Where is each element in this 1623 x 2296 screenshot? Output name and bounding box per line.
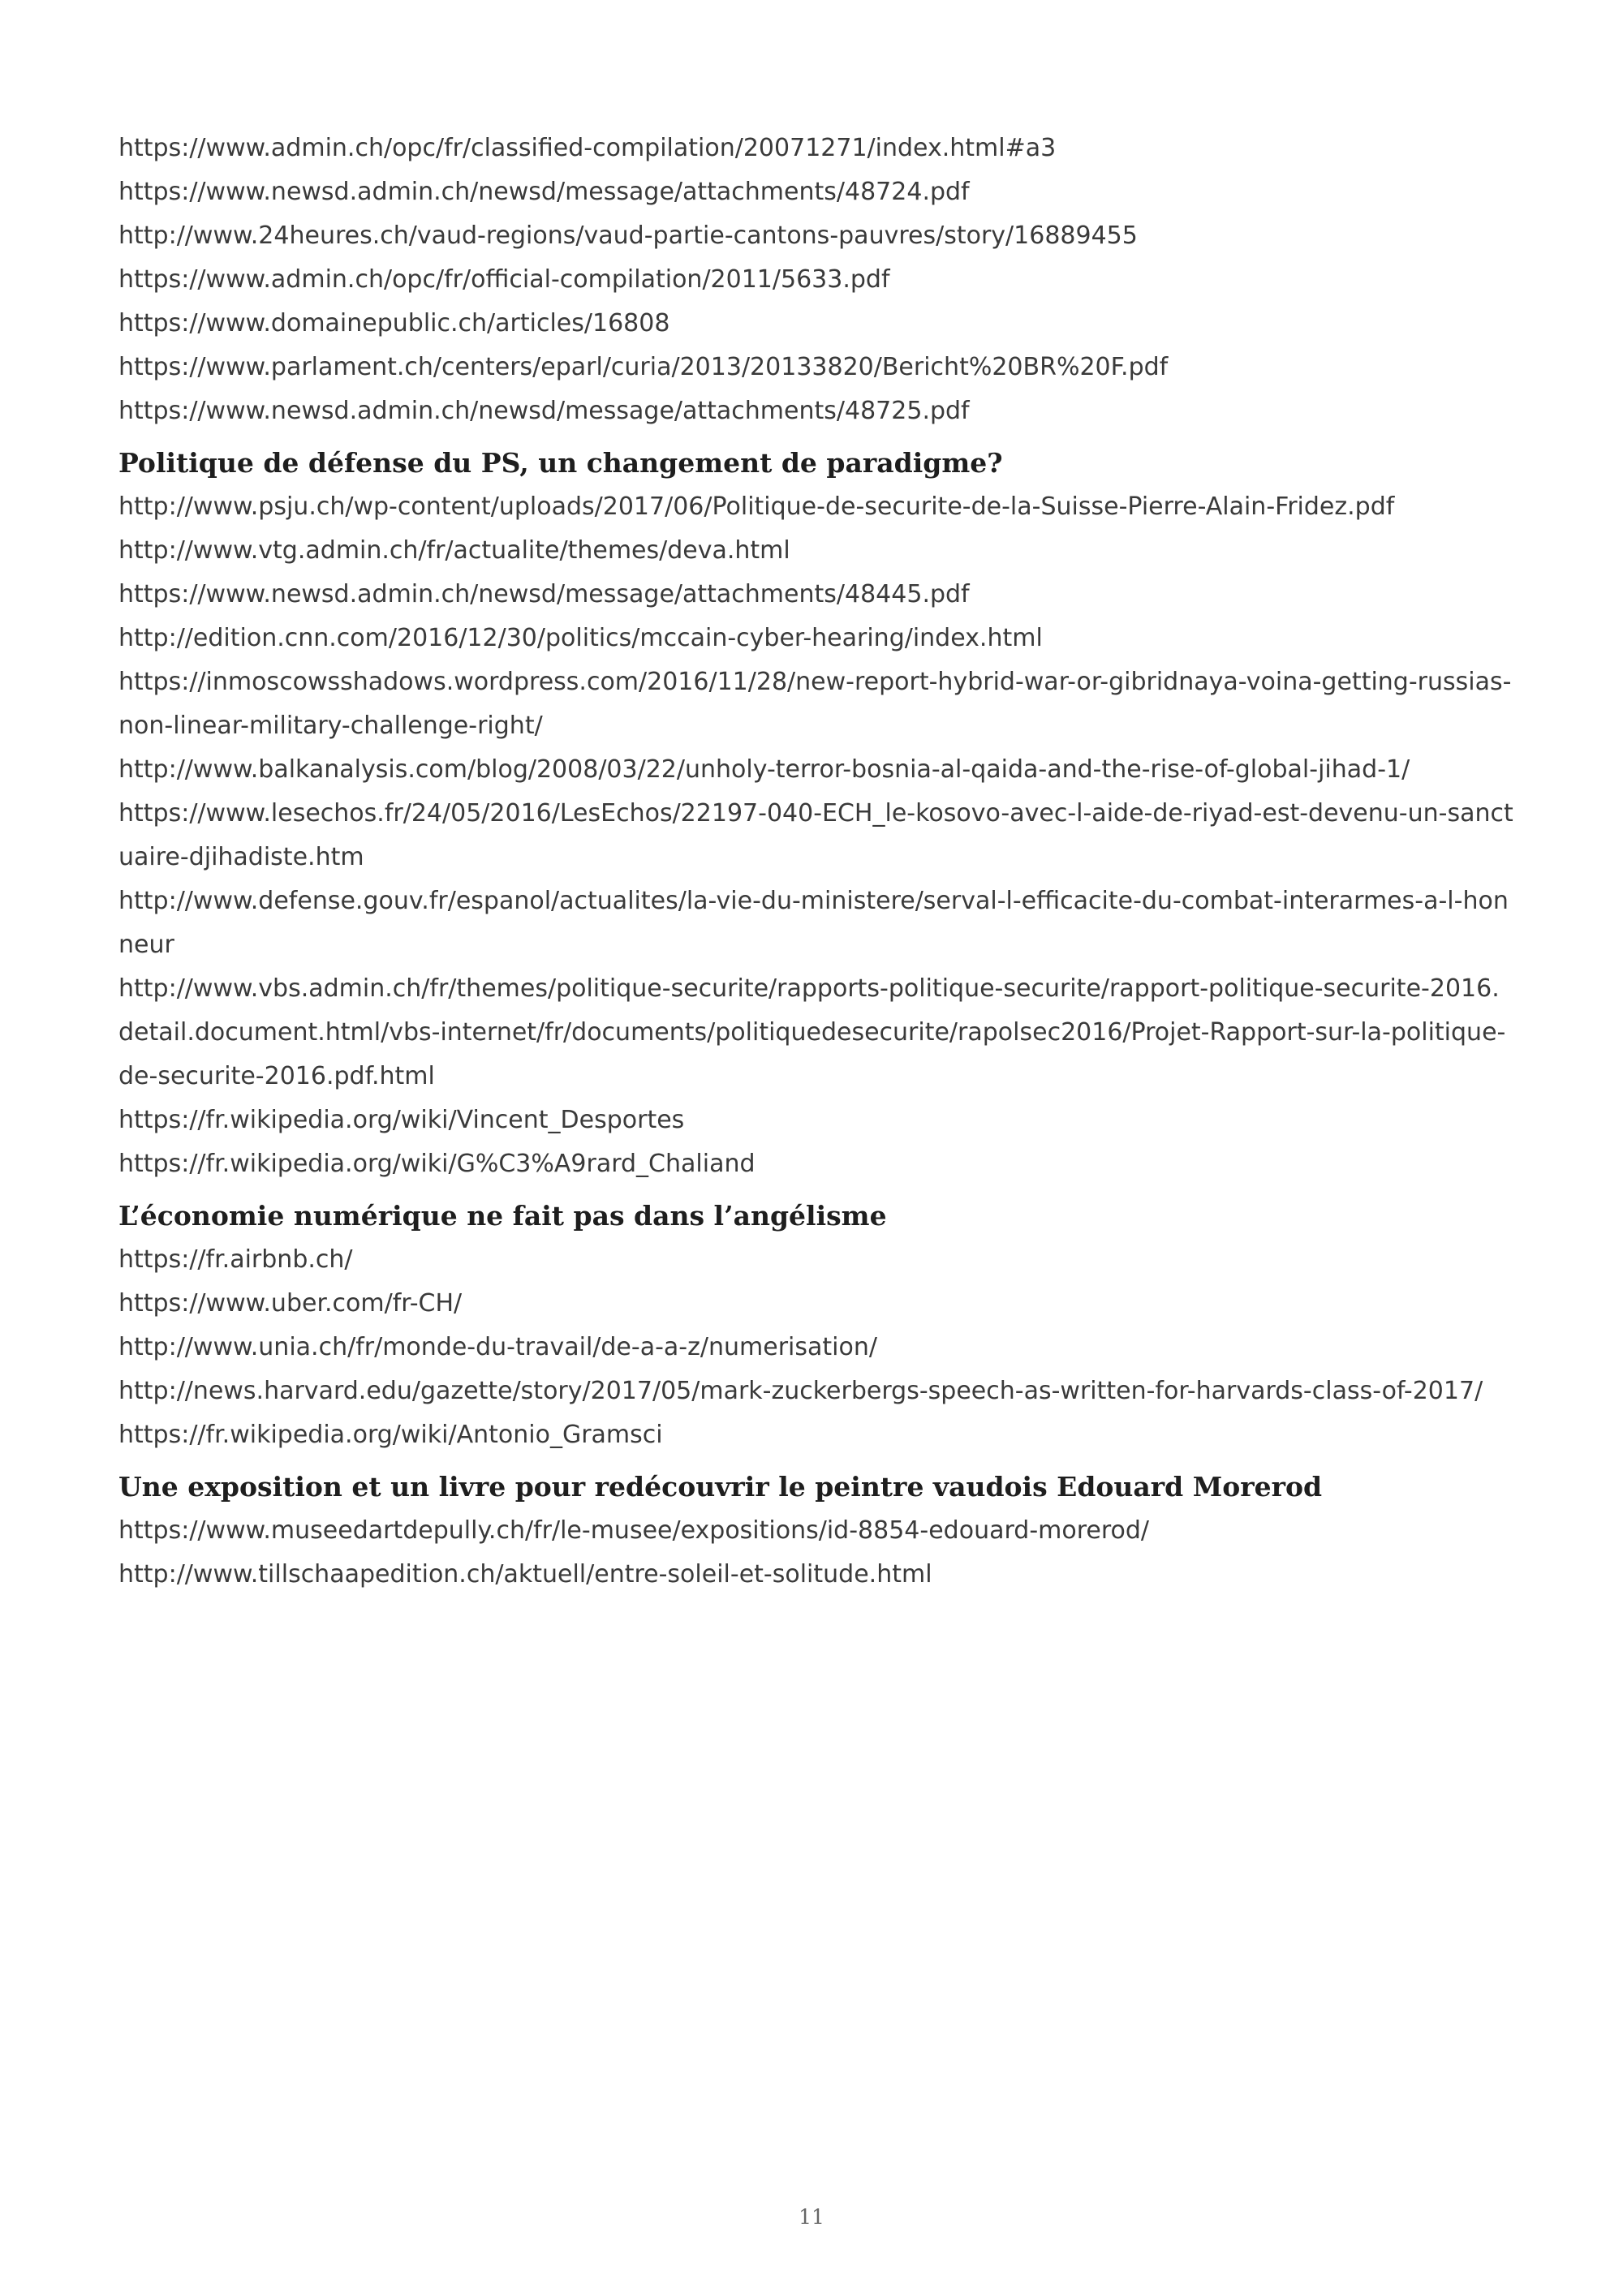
section-heading: Une exposition et un livre pour redécouvrir le peintre vaudois Edouard Morerod bbox=[118, 1471, 1323, 1503]
link[interactable]: https://www.admin.ch/opc/fr/official-compilation/2011/5633.pdf bbox=[118, 265, 890, 294]
link[interactable]: http://www.balkanalysis.com/blog/2008/03/22/unholy-terror-bosnia-al-qaida-and-the-rise-of-global-jihad-1/ bbox=[118, 755, 1410, 784]
section-defense-policy bbox=[118, 441, 1514, 1186]
link[interactable]: https://fr.airbnb.ch/ bbox=[118, 1245, 353, 1274]
link[interactable]: https://www.newsd.admin.ch/newsd/message/attachments/48445.pdf bbox=[118, 580, 970, 608]
link[interactable]: http://www.defense.gouv.fr/espanol/actualites/la-vie-du-ministere/serval-l-efficacite-du-combat-interarmes-a-l-honneur bbox=[118, 887, 1509, 959]
section-digital-economy bbox=[118, 1194, 1514, 1457]
link[interactable]: https://fr.wikipedia.org/wiki/G%C3%A9rard_Chaliand bbox=[118, 1150, 756, 1178]
section-heading: L’économie numérique ne fait pas dans l’angélisme bbox=[118, 1200, 887, 1232]
page-number: 11 bbox=[799, 2205, 824, 2229]
link[interactable]: https://www.parlament.ch/centers/eparl/curia/2013/20133820/Bericht%20BR%20F.pdf bbox=[118, 353, 1169, 381]
link[interactable]: http://www.unia.ch/fr/monde-du-travail/de-a-a-z/numerisation/ bbox=[118, 1333, 877, 1361]
link[interactable]: http://news.harvard.edu/gazette/story/2017/05/mark-zuckerbergs-speech-as-written-for-harvards-class-of-2017/ bbox=[118, 1377, 1483, 1405]
link[interactable]: https://www.domainepublic.ch/articles/16808 bbox=[118, 309, 670, 338]
link[interactable]: https://inmoscowsshadows.wordpress.com/2016/11/28/new-report-hybrid-war-or-gibridnaya-voina-getting-russias-non-linear-military-challenge-right/ bbox=[118, 668, 1512, 740]
link[interactable]: http://edition.cnn.com/2016/12/30/politics/mccain-cyber-hearing/index.html bbox=[118, 624, 1043, 652]
section-exhibition bbox=[118, 1465, 1514, 1597]
link[interactable]: https://www.uber.com/fr-CH/ bbox=[118, 1289, 463, 1318]
link[interactable]: https://www.admin.ch/opc/fr/classified-compilation/20071271/index.html#a3 bbox=[118, 134, 1057, 162]
link[interactable]: https://fr.wikipedia.org/wiki/Antonio_Gramsci bbox=[118, 1421, 663, 1449]
link[interactable]: http://www.24heures.ch/vaud-regions/vaud-partie-cantons-pauvres/story/16889455 bbox=[118, 221, 1138, 250]
section-links-intro bbox=[118, 127, 1514, 433]
page-content bbox=[118, 127, 1514, 1597]
section-heading: Politique de défense du PS, un changement de paradigme? bbox=[118, 447, 1003, 479]
link[interactable]: https://fr.wikipedia.org/wiki/Vincent_Desportes bbox=[118, 1106, 685, 1134]
link[interactable]: http://www.psju.ch/wp-content/uploads/2017/06/Politique-de-securite-de-la-Suisse-Pierre-Alain-Fridez.pdf bbox=[118, 492, 1395, 521]
link[interactable]: https://www.newsd.admin.ch/newsd/message/attachments/48725.pdf bbox=[118, 397, 970, 425]
link[interactable]: http://www.vbs.admin.ch/fr/themes/politique-securite/rapports-politique-securite/rapport-politique-securite-2016.detail.document.html/vbs-internet/fr/documents/politiquedesecurite/rapolsec2016/Projet-Rapport-sur-la-politique-de-securite-2016.pdf.html bbox=[118, 974, 1506, 1090]
link[interactable]: https://www.museedartdepully.ch/fr/le-musee/expositions/id-8854-edouard-morerod/ bbox=[118, 1516, 1150, 1545]
link[interactable]: https://www.newsd.admin.ch/newsd/message/attachments/48724.pdf bbox=[118, 178, 970, 206]
link[interactable]: http://www.vtg.admin.ch/fr/actualite/themes/deva.html bbox=[118, 536, 790, 565]
link[interactable]: https://www.lesechos.fr/24/05/2016/LesEchos/22197-040-ECH_le-kosovo-avec-l-aide-de-riyad-est-devenu-un-sanctuaire-djihadiste.htm bbox=[118, 799, 1513, 871]
link[interactable]: http://www.tillschaapedition.ch/aktuell/entre-soleil-et-solitude.html bbox=[118, 1560, 932, 1589]
